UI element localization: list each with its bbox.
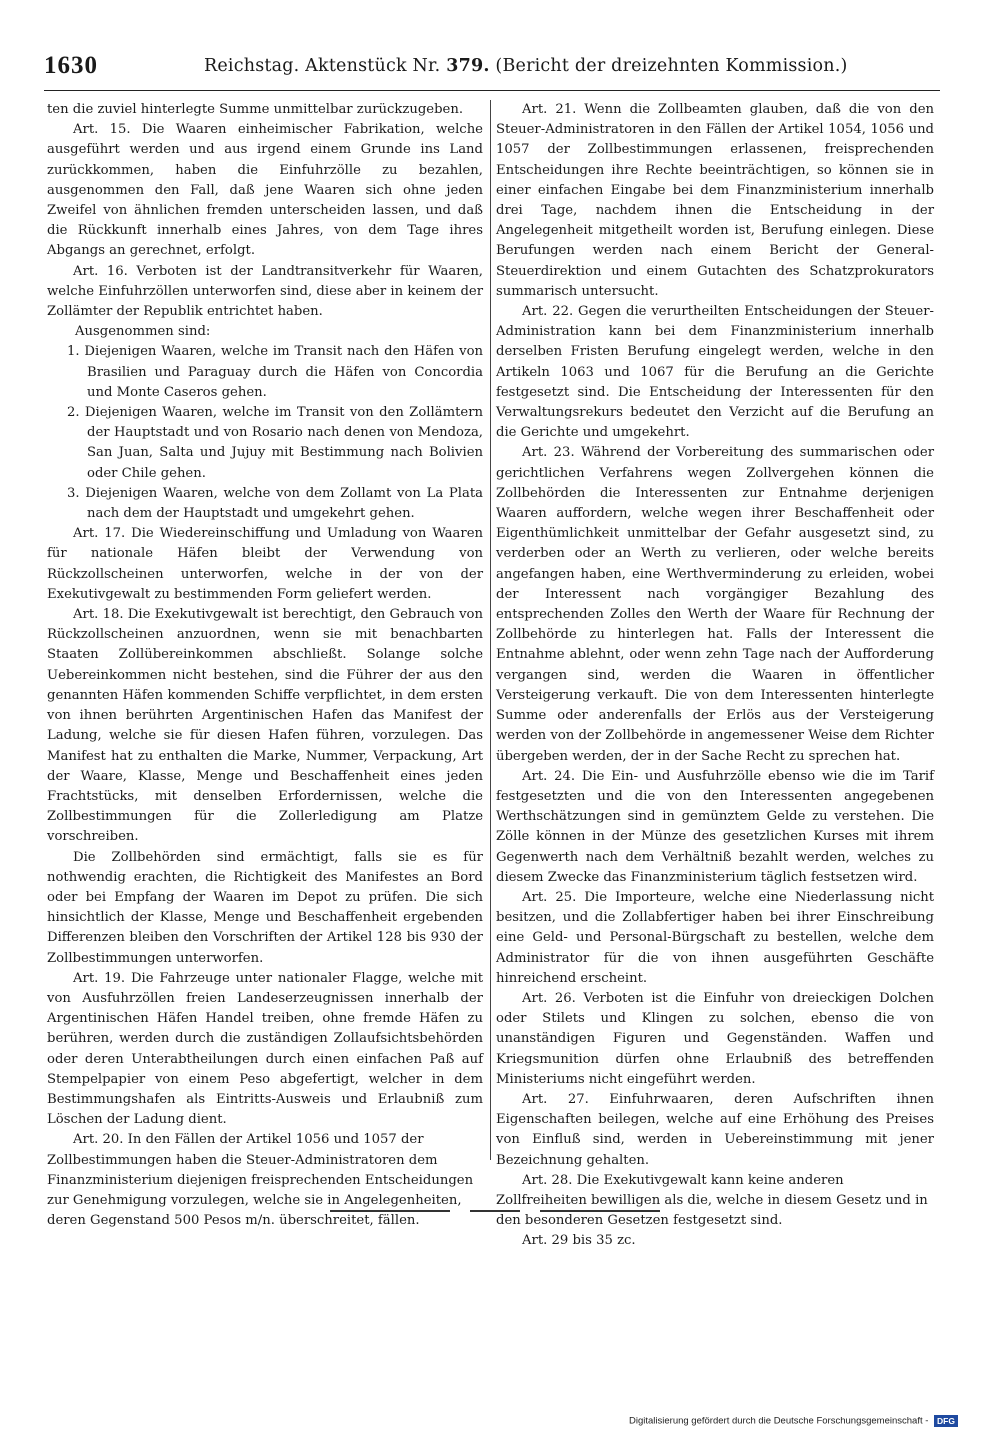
exception-item-3: 3. Diejenigen Waaren, welche von dem Zollamt von La Plata nach dem der Hauptstadt und umgekehrt gehen. xyxy=(67,485,483,522)
exception-item-1: 1. Diejenigen Waaren, welche im Transit nach den Häfen von Brasilien und Paraguay durch die Häfen von Concordia und Monte Caseros gehen. xyxy=(67,344,483,400)
page-number: 1630 xyxy=(44,52,98,79)
article-26: Art. 26. Verboten ist die Einfuhr von dreieckigen Dolchen oder Stilets und Klingen zu solchen, ebenso die von unanständigen Figuren und Gegenständen. Waffen und Kriegsmunition dürfen ohne Erlaubniß des betreffenden Ministeriums nicht eingeführt werden. xyxy=(496,990,934,1087)
article-27: Art. 27. Einfuhrwaaren, deren Aufschriften ihnen Eigenschaften beilegen, welche auf eine Erhöhung des Preises von Einfluß sind, werden in Uebereinstimmung mit jener Bezeichnung gehalten. xyxy=(496,1091,934,1168)
article-18: Art. 18. Die Exekutivgewalt ist berechtigt, den Gebrauch von Rückzollscheinen anzuordnen, wenn sie mit benachbarten Staaten Zollübereinkommen abschließt. Solange solche Uebereinkommen nicht bestehen, sind die Führer der aus den genannten Häfen kommenden Schiffe verpflichtet, in dem ersten von ihnen berührten Argentinischen Hafen das Manifest der Ladung, welche sie für diesen Hafen führen, vorzulegen. Das Manifest hat zu enthalten die Marke, Nummer, Verpackung, Art der Waare, Klasse, Menge und Beschaffenheit eines jeden Frachtstücks, mit denselben Erfordernissen, welche die Zollbestimmungen für die Zollerledigung am Platze vorschreiben. xyxy=(47,607,483,845)
running-title-prefix: Reichstag. Aktenstück Nr. xyxy=(204,56,441,76)
document-number: 379. xyxy=(446,56,490,76)
article-25: Art. 25. Die Importeure, welche eine Niederlassung nicht besitzen, und die Zollabfertiger haben bei ihrer Einschreibung eine Geld- und Personal-Bürgschaft zu bestellen, welche dem Administrator für die von ihnen ausgeführten Geschäfte hinreichend erscheint. xyxy=(496,889,934,986)
paragraph: ten die zuviel hinterlegte Summe unmittelbar zurückzugeben. xyxy=(47,102,464,117)
end-rule xyxy=(330,1210,660,1212)
page-header xyxy=(44,50,940,90)
exceptions-heading: Ausgenommen sind: xyxy=(75,324,211,340)
article-15: Art. 15. Die Waaren einheimischer Fabrikation, welche ausgeführt werden und aus irgend einem Grunde ins Land zurückkommen, haben die Einfuhrzölle zu bezahlen, ausgenommen den Fall, daß jene Waaren sich ohne jeden Zweifel von ähnlichen fremden unterscheiden lassen, und daß die Rückkunft innerhalb eines Jahres, von dem Tage ihres Abgangs an gerechnet, erfolgt. xyxy=(47,122,483,259)
footer-credit-text: Digitalisierung gefördert durch die Deutsche Forschungsgemeinschaft - xyxy=(629,1415,929,1427)
article-16: Art. 16. Verboten ist der Landtransitverkehr für Waaren, welche Einfuhrzöllen unterworfen sind, diese aber in keinem der Zollämter der Republik entrichtet haben. xyxy=(47,263,483,320)
footer-credit xyxy=(629,1415,958,1427)
header-rule xyxy=(44,90,940,91)
exception-item-2: 2. Diejenigen Waaren, welche im Transit von den Zollämtern der Hauptstadt und von Rosario nach denen von Mendoza, San Juan, Salta und Jujuy mit Bestimmung nach Bolivien oder Chile gehen. xyxy=(67,405,483,481)
article-17: Art. 17. Die Wiedereinschiffung und Umladung von Waaren für nationale Häfen bleibt der Verwendung von Rückzollscheinen unterworfen, welche in der von der Exekutivgewalt zu bestimmenden Form geliefert werden. xyxy=(47,526,483,602)
column-divider xyxy=(490,100,491,1160)
running-title-suffix: (Bericht der dreizehnten Kommission.) xyxy=(495,56,848,76)
article-21: Art. 21. Wenn die Zollbeamten glauben, daß die von den Steuer-Administratoren in den Fällen der Artikel 1054, 1056 und 1057 der Zollbestimmungen erlassenen, freisprechenden Entscheidungen ihre Rechte beeinträchtigen, so können sie in einer einfachen Eingabe bei dem Finanzministerium innerhalb drei Tage, nachdem ihnen die Entscheidung in der Angelegenheit mitgetheilt worden ist, Berufung einlegen. Diese Berufungen werden nach einem Bericht der General-Steuerdirektion und einem Gutachten des Schatzprokurators summarisch untersucht. xyxy=(496,102,934,299)
paragraph: Die Zollbehörden sind ermächtigt, falls sie es für nothwendig erachten, die Richtigkeit des Manifestes an Bord oder bei Empfang der Waaren im Depot zu prüfen. Die sich hinsichtlich der Klasse, Menge und Beschaffenheit ergebenden Differenzen bleiben den Vorschriften der Artikel 128 bis 930 der Zollbestimmungen unterworfen. xyxy=(47,849,483,966)
article-20: Art. 20. In den Fällen der Artikel 1056 und 1057 der Zollbestimmungen haben die Steuer-Administratoren dem Finanzministerium diejenigen freisprechenden Entscheidungen zur Genehmigung vorzulegen, welche sie in Angelegenheiten, deren Gegenstand 500 Pesos m/n. überschreitet, fällen. xyxy=(47,1132,474,1229)
running-title xyxy=(204,56,934,76)
left-column xyxy=(47,100,483,1231)
article-29-35: Art. 29 bis 35 zc. xyxy=(522,1233,636,1249)
dfg-logo: DFG xyxy=(934,1415,958,1427)
article-22: Art. 22. Gegen die verurtheilten Entscheidungen der Steuer-Administration kann bei dem Finanzministerium innerhalb derselben Fristen Berufung eingelegt werden, welche in den Artikeln 1063 und 1067 für die Berufung an die Gerichte festgesetzt sind. Die Entscheidung der Interessenten für den Verwaltungsrekurs bedeutet den Verzicht auf die Berufung an die Gerichte und umgekehrt. xyxy=(496,304,934,441)
article-24: Art. 24. Die Ein- und Ausfuhrzölle ebenso wie die im Tarif festgesetzten und die von den Interessenten angegebenen Werthschätzungen sind in gemünztem Gelde zu verstehen. Die Zölle können in der Münze des gesetzlichen Kurses mit ihrem Gegenwerth nach dem Verhältniß bezahlt werden, welches zu diesem Zwecke das Finanzministerium täglich festsetzen wird. xyxy=(496,768,934,885)
right-column xyxy=(496,100,934,1252)
article-23: Art. 23. Während der Vorbereitung des summarischen oder gerichtlichen Verfahrens wegen Zollvergehen können die Zollbehörden die Interessenten zur Entnahme derjenigen Waaren auffordern, welche wegen ihrer Beschaffenheit oder Eigenthümlichkeit unmittelbar der Gefahr ausgesetzt sind, zu verderben oder an Werth zu verlieren, oder welche bereits angefangen haben, eine Werthverminderung zu erleiden, wobei der Interessent nach vorgängiger Bezahlung des entsprechenden Zolles den Werth der Waare für Rechnung der Zollbehörde zu hinterlegen hat. Falls der Interessent die Entnahme ablehnt, oder wenn zehn Tage nach der Aufforderung vergangen sind, werden die Waaren in öffentlicher Versteigerung verkauft. Die von dem Interessenten hinterlegte Summe oder anderenfalls der Erlös aus der Versteigerung werden von der Zollbehörde in angemessener Weise dem Richter übergeben werden, der in der Sache Recht zu sprechen hat. xyxy=(496,445,934,764)
article-19: Art. 19. Die Fahrzeuge unter nationaler Flagge, welche mit von Ausfuhrzöllen freien Landeserzeugnissen innerhalb der Argentinischen Häfen Handel treiben, ohne fremde Häfen zu berühren, werden durch die zuständigen Zollaufsichtsbehörden oder deren Unterabtheilungen durch einen einfachen Paß auf Stempelpapier von einem Peso abgefertigt, welcher in dem Bestimmungshafen als Eintritts-Ausweis und Erlaubniß zum Löschen der Ladung dient. xyxy=(47,970,483,1128)
article-28: Art. 28. Die Exekutivgewalt kann keine anderen Zollfreiheiten bewilligen als die, welche in diesem Gesetz und in den besonderen Gesetzen festgesetzt sind. xyxy=(496,1172,928,1229)
